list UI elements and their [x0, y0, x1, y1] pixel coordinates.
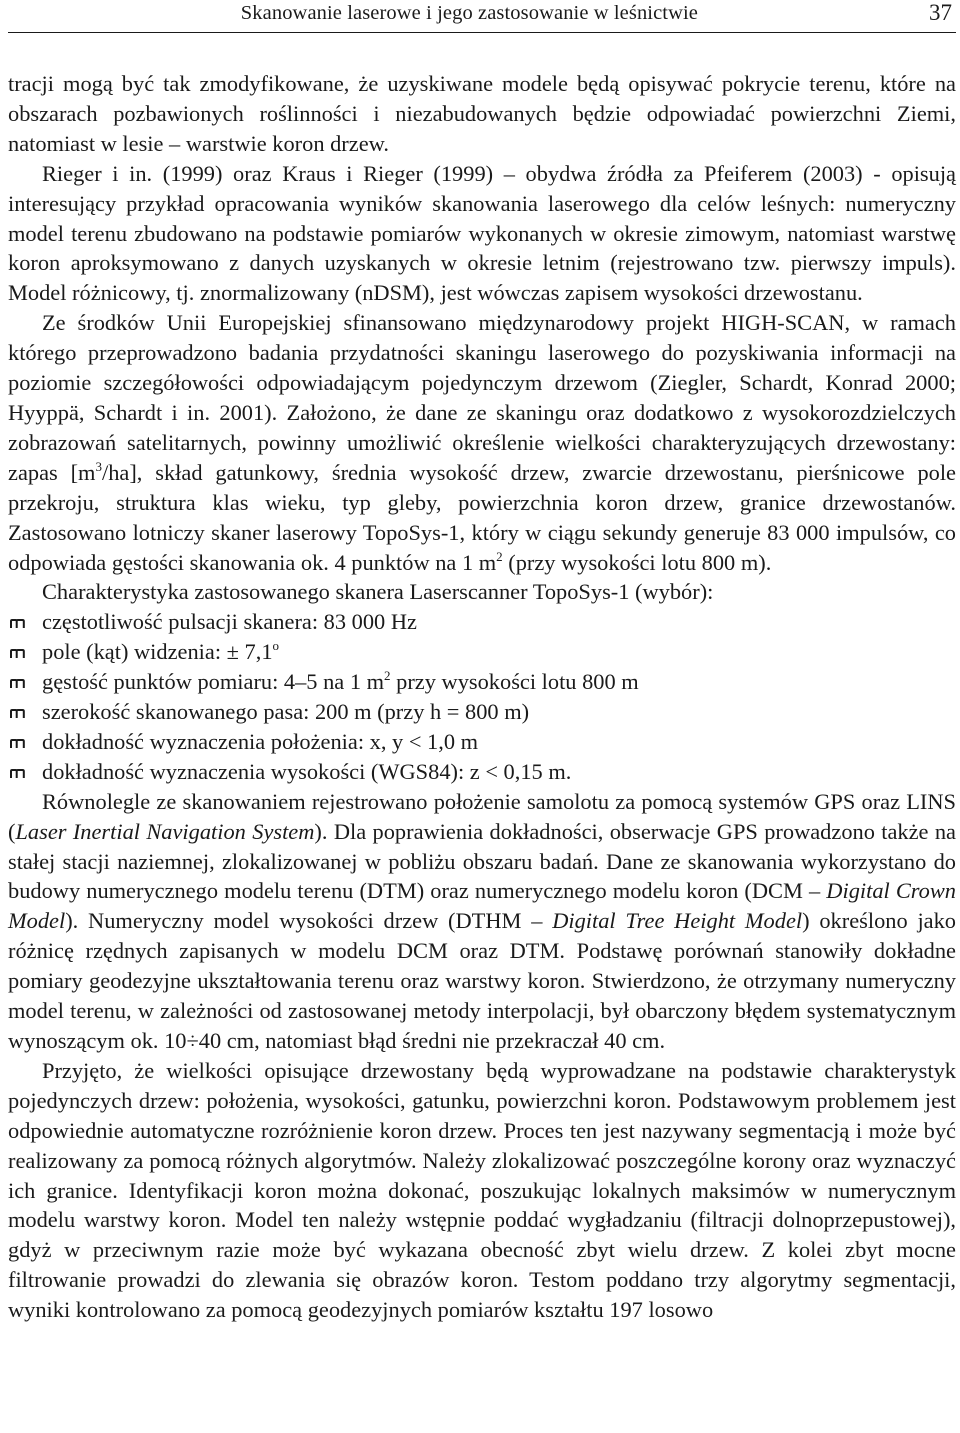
bullet-icon — [10, 739, 25, 748]
list-item — [8, 697, 956, 727]
list-item — [8, 727, 956, 757]
list-item-text: częstotliwość pulsacji skanera: 83 000 Hz — [42, 609, 417, 635]
list-item-text-after: przy wysokości lotu 800 m — [390, 669, 639, 695]
paragraph-5 — [8, 787, 956, 1056]
italic-term-lins: Laser Inertial Navigation System — [15, 818, 315, 844]
paragraph-5-part-d: ) określono jako różnicę rzędnych zapisanych w modelu DCM oraz DTM. Podstawę porównań stanowiły dokładne pomiary geodezyjne ukształtowania terenu oraz warstwy koron. Stwierdzono, że otrzymany numeryczny model terenu, w zależności od zastosowanej metody interpolacji, był obarczony błędem systematycznym wynoszącym ok. 10÷40 cm, natomiast błąd średni nie przekraczał 40 cm. — [8, 908, 956, 1053]
paragraph-5-part-a: Równolegle ze skanowaniem rejestrowano położenie samolotu za pomocą systemów GPS oraz LINS ( — [8, 788, 956, 844]
paragraph-3-part-b: /ha], skład gatunkowy, średnia wysokość drzew, zwarcie drzewostanu, pierśnicowe pole przekroju, struktura klas wieku, typ gleby, powierzchnia koron drzew, granice drzewostanów. Zastosowano lotniczy skaner laserowy TopoSys-1, który w ciągu sekundy generuje 83 000 impulsów, co odpowiada gęstości skanowania ok. 4 punktów na 1 m — [8, 459, 956, 575]
list-item — [8, 637, 956, 667]
paragraph-3-part-c: (przy wysokości lotu 800 m). — [502, 549, 772, 575]
list-item — [8, 757, 956, 787]
list-item-text: dokładność wyznaczenia położenia: x, y < 1,0 m — [42, 728, 479, 754]
paragraph-3 — [8, 308, 956, 577]
running-title: Skanowanie laserowe i jego zastosowanie w leśnictwie — [240, 2, 698, 24]
bullet-icon — [10, 649, 25, 658]
bullet-icon — [10, 679, 25, 688]
list-item — [8, 667, 956, 697]
superscript-3: 3 — [95, 458, 102, 474]
paragraph-6: Przyjęto, że wielkości opisujące drzewostany będą wyprowadzane na podstawie charakterystyk pojedynczych drzew: położenia, wysokości, gatunku, powierzchni koron. Podstawowym problemem jest odpowiednie automatyczne rozróżnienie koron drzew. Proces ten jest nazywany segmentacją i może być realizowany za pomocą różnych algorytmów. Należy zlokalizować poszczególne korony oraz wyznaczyć ich granice. Identyfikacji koron można dokonać, poszukując lokalnych maksimów w numerycznym modelu warstwy koron. Model ten należy wstępnie poddać wygładzaniu (filtracji dolnoprzepustowej), gdyż w przeciwnym razie może być wykazana obecność zbyt wielu drzew. Z kolei zbyt mocne filtrowanie prowadzi do zlewania się obrazów koron. Testom poddano trzy algorytmy segmentacji, wyniki kontrolowano za pomocą geodezyjnych pomiarów kształtu 197 losowo — [8, 1057, 956, 1323]
page-header — [8, 0, 956, 33]
italic-term-dthm: Digital Tree Height Model — [552, 908, 803, 934]
degree-superscript: o — [272, 638, 280, 654]
list-item-text: pole (kąt) widzenia: ± 7,1 — [42, 639, 273, 665]
italic-term-dcm: Digital Crown Model — [8, 878, 956, 934]
paragraph-3-part-a: Ze środków Unii Europejskiej sfinansowano międzynarodowy projekt HIGH-SCAN, w ramach którego przeprowadzono badania przydatności skaningu laserowego do pozyskiwania informacji na poziomie szczegółowości odpowiadającym pojedynczym drzewom (Ziegler, Schardt, Konrad 2000; Hyyppä, Schardt i in. 2001). Założono, że dane ze skaningu oraz dodatkowo z wysokorozdzielczych zobrazowań satelitarnych, powinny umożliwić określenie wielkości charakteryzujących drzewostany: zapas [m — [8, 310, 956, 485]
body-text — [8, 69, 956, 1325]
paragraph-5-part-c: ). Numeryczny model wysokości drzew (DTHM – — [65, 908, 553, 934]
superscript-2: 2 — [496, 548, 503, 564]
bullet-icon — [10, 619, 25, 628]
page-number: 37 — [929, 0, 952, 25]
list-item — [8, 607, 956, 637]
bullet-icon — [10, 769, 25, 778]
scanner-spec-list — [8, 607, 956, 786]
scanner-spec-intro: Charakterystyka zastosowanego skanera Laserscanner TopoSys-1 (wybór): — [42, 579, 714, 605]
list-item-text: dokładność wyznaczenia wysokości (WGS84): z < 0,15 m. — [42, 758, 572, 784]
paragraph-1: tracji mogą być tak zmodyfikowane, że uzyskiwane modele będą opisywać pokrycie terenu, które na obszarach pozbawionych roślinności i niezabudowanych będzie odpowiadać powierzchni Ziemi, natomiast w lesie – warstwie koron drzew. — [8, 71, 956, 156]
bullet-icon — [10, 709, 25, 718]
paragraph-5-part-b: ). Dla poprawienia dokładności, obserwacje GPS prowadzono także na stałej stacji naziemnej, zlokalizowanej w pobliżu obszaru badań. Dane ze skanowania wykorzystano do budowy numerycznego modelu terenu (DTM) oraz numerycznego modelu koron (DCM – — [8, 818, 956, 904]
list-item-text: szerokość skanowanego pasa: 200 m (przy h = 800 m) — [42, 699, 530, 725]
list-item-text: gęstość punktów pomiaru: 4–5 na 1 m — [42, 669, 385, 695]
superscript-2: 2 — [384, 668, 391, 684]
paragraph-2: Rieger i in. (1999) oraz Kraus i Rieger (1999) – obydwa źródła za Pfeiferem (2003) - opisują interesujący przykład opracowania wyników skanowania laserowego dla celów leśnych: numeryczny model terenu zbudowano na podstawie pomiarów wykonanych w okresie zimowym, natomiast warstwę koron aproksymowano z danych uzyskanych w okresie letnim (rejestrowano tzw. pierwszy impuls). Model różnicowy, tj. znormalizowany (nDSM), jest wówczas zapisem wysokości drzewostanu. — [8, 160, 956, 306]
